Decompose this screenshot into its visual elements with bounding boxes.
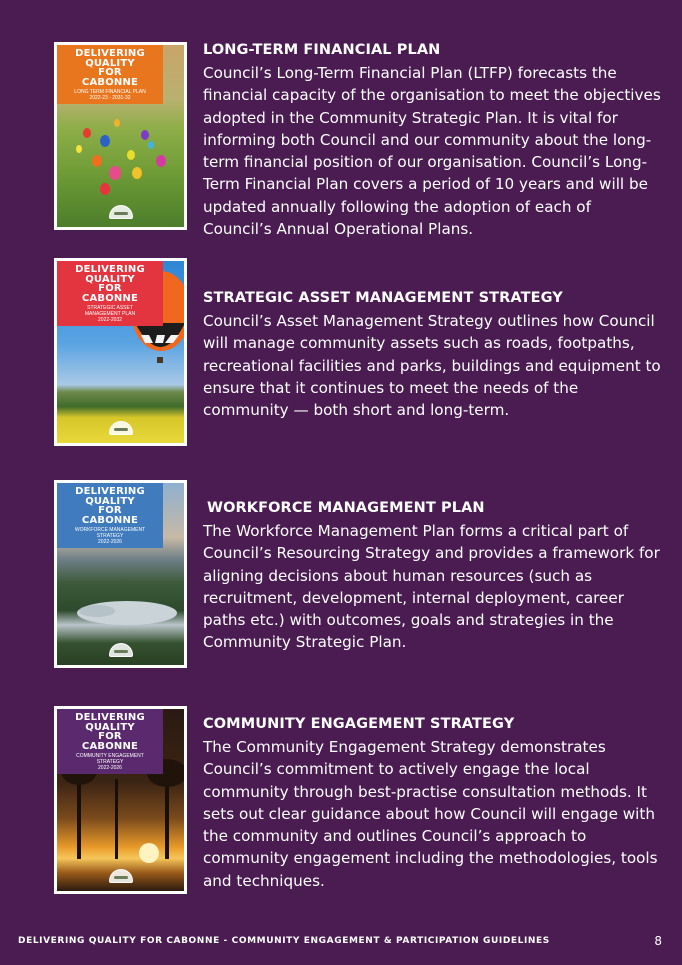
section-body: Council’s Long-Term Financial Plan (LTFP) forecasts the financial capacity of the organisation to meet the objectives adopted in the Community Strategic Plan. It is vital for informing both Council and our community about the long-term financial position of our organisation. Council’s Long-Term Financial Plan covers a period of 10 years and will be updated annually following the adoption of each of Council’s Annual Operational Plans. xyxy=(203,64,661,239)
cover-title: DELIVERING QUALITY FOR CABONNE xyxy=(75,48,145,88)
section-body: The Workforce Management Plan forms a critical part of Council’s Resourcing Strategy and provides a framework for aligning decisions about human resources (such as recruitment, development, internal deployment, career paths etc.) with outcomes, goals and strategies in the Community Strategic Plan. xyxy=(203,522,660,652)
cover-subtitle: STRATEGIC ASSET MANAGEMENT PLAN 2022-2032 xyxy=(84,305,136,323)
community-cover-image xyxy=(54,706,187,894)
cover-subtitle: COMMUNITY ENGAGEMENT STRATEGY 2022-2026 xyxy=(76,753,144,771)
asset-cover-image xyxy=(54,258,187,446)
cover-title: DELIVERING QUALITY FOR CABONNE xyxy=(75,264,145,304)
page-footer: DELIVERING QUALITY FOR CABONNE - COMMUNITY ENGAGEMENT & PARTICIPATION GUIDELINES xyxy=(18,936,550,946)
cover-title: DELIVERING QUALITY FOR CABONNE xyxy=(75,486,145,526)
cover-banner xyxy=(57,709,163,774)
section-body: The Community Engagement Strategy demonstrates Council’s commitment to actively engage the local community through best-practise consultation methods. It sets out clear guidance about how Council will engage with the community and outlines Council’s approach to community engagement including the methodologies, tools and techniques. xyxy=(203,738,658,890)
section-heading: WORKFORCE MANAGEMENT PLAN xyxy=(207,500,485,516)
section-heading: LONG-TERM FINANCIAL PLAN xyxy=(203,42,441,58)
cover-subtitle: LONG TERM FINANCIAL PLAN 2022-23 - 2031-32 xyxy=(74,89,146,101)
cover-banner xyxy=(57,261,163,326)
workforce-cover-image xyxy=(54,480,187,668)
ltfp-cover-image xyxy=(54,42,187,230)
cover-subtitle: WORKFORCE MANAGEMENT STRATEGY 2022-2026 xyxy=(74,527,146,545)
section-heading: STRATEGIC ASSET MANAGEMENT STRATEGY xyxy=(203,290,563,306)
page-number: 8 xyxy=(654,934,662,948)
section-body: Council’s Asset Management Strategy outlines how Council will manage community assets such as roads, footpaths, recreational facilities and parks, buildings and equipment to ensure that it continues to meet the needs of the community — both short and long-term. xyxy=(203,312,661,420)
section-heading: COMMUNITY ENGAGEMENT STRATEGY xyxy=(203,716,515,732)
cover-banner xyxy=(57,483,163,548)
cover-title: DELIVERING QUALITY FOR CABONNE xyxy=(75,712,145,752)
cover-banner xyxy=(57,45,163,104)
